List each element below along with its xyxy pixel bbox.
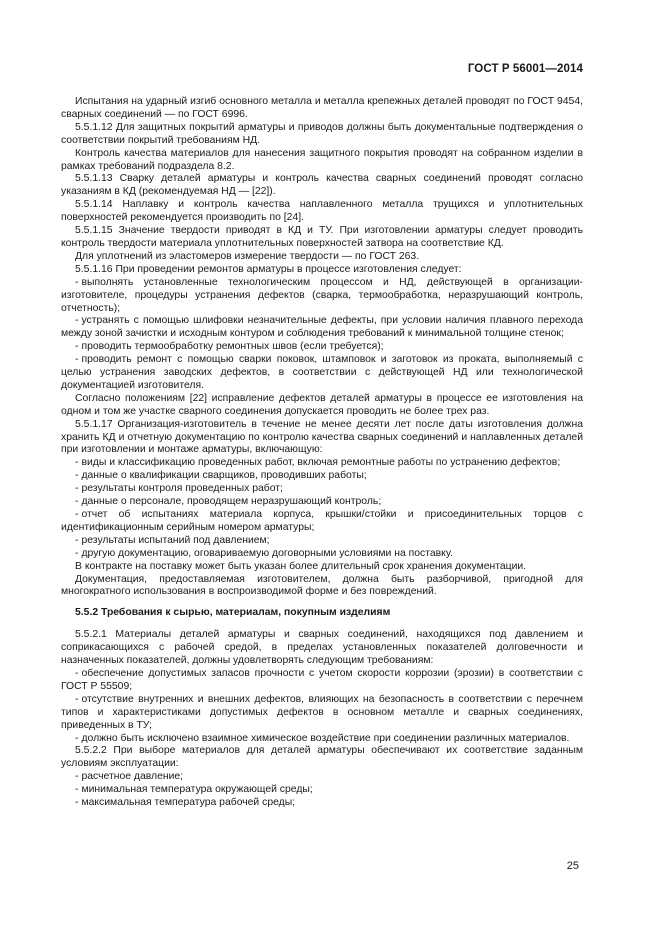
- list-bullet: -: [75, 496, 79, 508]
- list-bullet: -: [75, 457, 79, 469]
- list-item: [61, 771, 583, 784]
- list-item-text: обеспечение допустимых запасов прочности с учетом скорости коррозии (эрозии) в соответствии с ГОСТ Р 55509;: [61, 667, 583, 692]
- paragraph: 5.5.1.15 Значение твердости приводят в КД и ТУ. При изготовлении арматуры следует проводить контроль твердости материала уплотнительных поверхностей затвора на соответствие КД.: [61, 225, 583, 249]
- list-bullet: -: [75, 784, 79, 796]
- paragraph: Согласно положениям [22] исправление дефектов деталей арматуры в процессе ее изготовления на одном и том же участке сварного соединения допускается проводить не более трех раз.: [61, 392, 583, 417]
- list-item: [61, 784, 583, 797]
- list-bullet: -: [75, 797, 79, 809]
- list-item: [61, 509, 583, 535]
- paragraph: Контроль качества материалов для нанесения защитного покрытия проводят на собранном изделии в рамках требований подраздела 8.2.: [61, 147, 583, 172]
- list-item: [61, 668, 583, 694]
- list-item: [61, 470, 583, 483]
- list-item: [61, 496, 583, 509]
- list-item: [61, 354, 583, 393]
- list-bullet: -: [75, 470, 79, 482]
- list-bullet: -: [75, 667, 79, 679]
- page-number: 25: [566, 860, 579, 872]
- list-item-text: отчет об испытаниях материала корпуса, крышки/стойки и присоединительных торцов с идентификационным серийным номером арматуры;: [61, 509, 583, 533]
- list-bullet: -: [75, 693, 79, 705]
- list-bullet: -: [75, 483, 79, 495]
- list-bullet: -: [75, 341, 79, 353]
- list-item: [61, 315, 583, 341]
- document-header: ГОСТ Р 56001—2014: [467, 63, 583, 75]
- list-item-text: проводить ремонт с помощью сварки поковок, штамповок и заготовок из проката, выполняемый с целью устранения заводских дефектов, в соответствии с действующей НД или технологической документацией изготовителя.: [61, 354, 583, 391]
- list-item: [61, 277, 583, 316]
- list-item: [61, 341, 583, 354]
- list-item: [61, 457, 583, 470]
- paragraph: 5.5.2.2 При выборе материалов для деталей арматуры обеспечивают их соответствие заданным условиям эксплуатации:: [61, 745, 583, 770]
- list-item-text: результаты испытаний под давлением;: [81, 534, 270, 546]
- paragraph: 5.5.1.16 При проведении ремонтов арматуры в процессе изготовления следует:: [75, 263, 462, 275]
- list-bullet: -: [75, 354, 79, 366]
- list-item-text: расчетное давление;: [81, 771, 184, 783]
- list-item-text: выполнять установленные технологическим процессом и НД, действующей в организации-изготовителе, процедуры устранения дефектов (сварка, термообработка, неразрушающий контроль, отчетность);: [61, 276, 583, 314]
- list-bullet: -: [75, 509, 79, 520]
- list-item-text: отсутствие внутренних и внешних дефектов, влияющих на безопасность в соответствии с перечнем типов и характеристиками допустимых дефектов в основном металле и сварных соединениях, приведенных в ТУ;: [61, 693, 583, 731]
- list-item: [61, 548, 583, 561]
- paragraph: 5.5.1.14 Наплавку и контроль качества наплавленного металла трущихся и уплотнительных поверхностей рекомендуется производить по [24].: [61, 199, 583, 224]
- list-item-text: данные о персонале, проводящем неразрушающий контроль;: [81, 496, 382, 508]
- list-bullet: -: [75, 534, 79, 546]
- paragraph: 5.5.1.12 Для защитных покрытий арматуры и приводов должны быть документальные подтверждения о соответствии покрытий требованиям НД.: [61, 121, 583, 146]
- list-item: [61, 797, 583, 810]
- list-bullet: -: [75, 771, 79, 783]
- list-item-text: данные о квалификации сварщиков, проводивших работы;: [81, 470, 367, 482]
- list-item: [61, 535, 583, 548]
- paragraph: 5.5.2.1 Материалы деталей арматуры и сварных соединений, находящихся под давлением и соприкасающихся с рабочей средой, в пределах установленных показателей долговечности и назначенных показателей, должны удовлетворять следующим требованиям:: [61, 629, 583, 667]
- list-bullet: -: [75, 276, 79, 288]
- list-item: [61, 483, 583, 496]
- paragraph: В контракте на поставку может быть указан более длительный срок хранения документации.: [75, 560, 527, 572]
- section-heading: 5.5.2 Требования к сырью, материалам, покупным изделиям: [75, 607, 391, 619]
- list-item-text: минимальная температура окружающей среды;: [81, 784, 313, 796]
- list-item-text: другую документацию, оговариваемую договорными условиями на поставку.: [81, 547, 453, 559]
- list-item: [61, 694, 583, 733]
- paragraph: 5.5.1.13 Сварку деталей арматуры и контроль качества сварных соединений проводят согласно указаниям в КД (рекомендуемая НД — [22]).: [61, 173, 583, 198]
- paragraph: Для уплотнений из эластомеров измерение твердости — по ГОСТ 263.: [75, 250, 420, 262]
- list-item-text: максимальная температура рабочей среды;: [81, 797, 296, 809]
- document-body: [61, 96, 583, 810]
- paragraph: Документация, предоставляемая изготовителем, должна быть разборчивой, пригодной для многократного использования в воспроизводимой форме и без повреждений.: [61, 573, 583, 598]
- list-bullet: -: [75, 315, 79, 327]
- paragraph: 5.5.1.17 Организация-изготовитель в течение не менее десяти лет после даты изготовления должна хранить КД и отчетную документацию по контролю качества сварных соединений и наплавленных деталей при изготовлении и монтаже арматуры, включающую:: [61, 418, 583, 456]
- list-bullet: -: [75, 732, 79, 744]
- list-bullet: -: [75, 547, 79, 559]
- paragraph: Испытания на ударный изгиб основного металла и металла крепежных деталей проводят по ГОСТ 9454, сварных соединений — по ГОСТ 6996.: [61, 96, 583, 120]
- list-item-text: должно быть исключено взаимное химическое воздействие при соединении различных материалов.: [81, 732, 570, 744]
- list-item-text: устранять с помощью шлифовки незначительные дефекты, при условии наличия плавного перехода между зоной зачистки и исходным контуром и соблюдения требований к минимальной толщине стенок;: [61, 315, 583, 340]
- list-item-text: проводить термообработку ремонтных швов (если требуется);: [81, 341, 384, 353]
- list-item-text: виды и классификацию проведенных работ, включая ремонтные работы по устранению дефектов;: [81, 457, 561, 469]
- list-item-text: результаты контроля проведенных работ;: [81, 483, 283, 495]
- list-item: [61, 733, 583, 746]
